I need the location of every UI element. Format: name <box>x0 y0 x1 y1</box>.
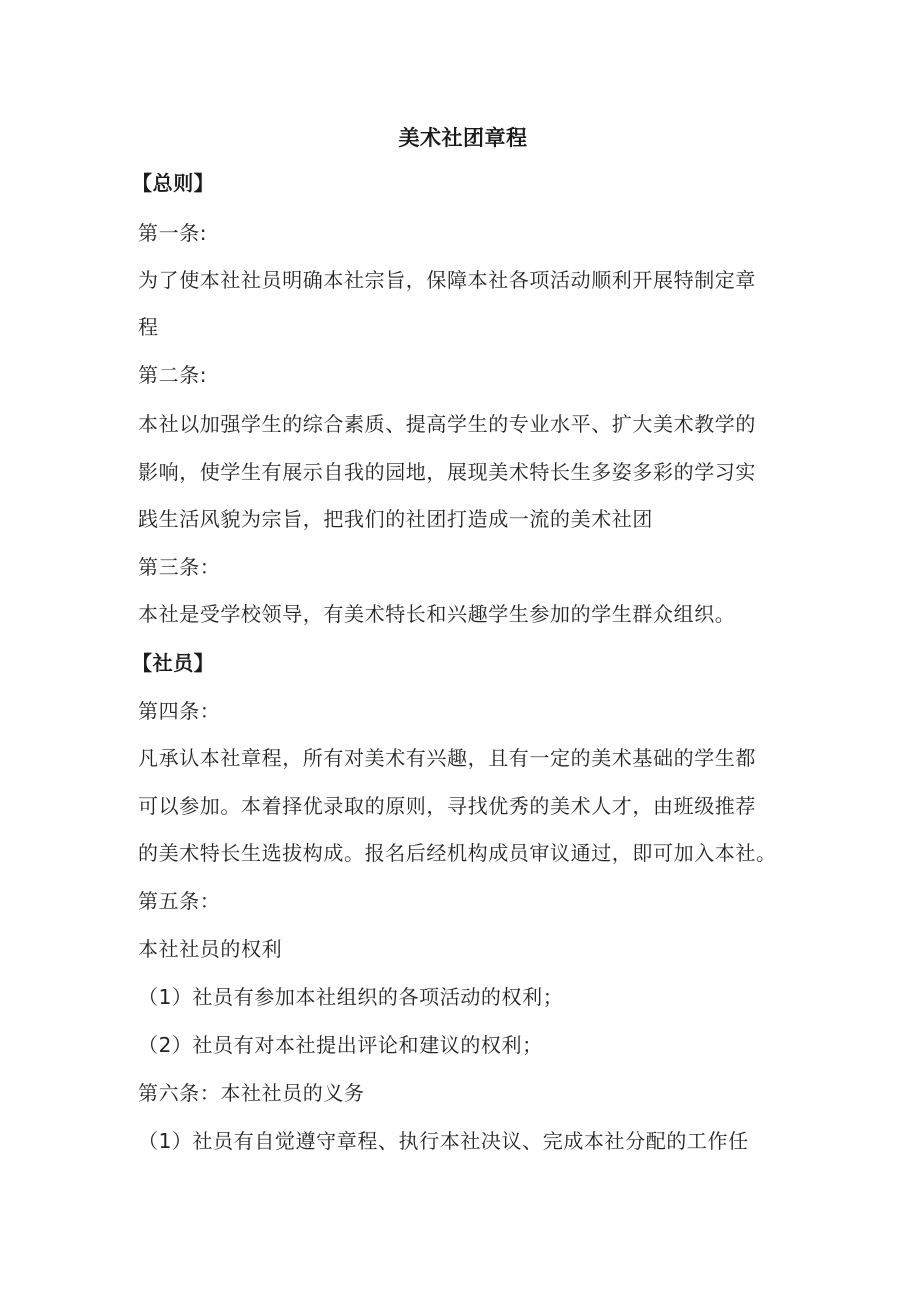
article-2-text-line-1: 本社以加强学生的综合素质、提高学生的专业水平、扩大美术教学的 <box>138 412 756 436</box>
article-5-text-line-1: 本社社员的权利 <box>138 937 283 961</box>
article-3-heading: 第三条： <box>138 555 221 579</box>
document-title: 美术社团章程 <box>398 126 528 150</box>
article-2-text-line-2: 影响，使学生有展示自我的园地，展现美术特长生多姿多彩的学习实 <box>138 460 756 484</box>
article-5-list-item-2: （2）社员有对本社提出评论和建议的权利； <box>138 1033 543 1057</box>
article-5-heading: 第五条： <box>138 889 221 913</box>
article-4-text-line-3: 的美术特长生选拔构成。报名后经机构成员审议通过，即可加入本社。 <box>138 841 777 865</box>
article-1-heading: 第一条: <box>138 221 208 245</box>
article-6-heading: 第六条：本社社员的义务 <box>138 1081 365 1105</box>
article-5-list-item-1: （1）社员有参加本社组织的各项活动的权利； <box>138 985 564 1009</box>
article-6-list-item-1: （1）社员有自觉遵守章程、执行本社决议、完成本社分配的工作任 <box>138 1129 749 1153</box>
article-4-text-line-1: 凡承认本社章程，所有对美术有兴趣，且有一定的美术基础的学生都 <box>138 746 756 770</box>
article-4-heading: 第四条： <box>138 699 221 723</box>
article-3-text-line-1: 本社是受学校领导，有美术特长和兴趣学生参加的学生群众组织。 <box>138 602 736 626</box>
article-2-text-line-3: 践生活风貌为宗旨，把我们的社团打造成一流的美术社团 <box>138 507 653 531</box>
section-heading-members: 【社员】 <box>132 651 215 675</box>
section-heading-general: 【总则】 <box>132 171 215 195</box>
article-1-text-line-2: 程 <box>138 315 159 339</box>
article-4-text-line-2: 可以参加。本着择优录取的原则，寻找优秀的美术人才，由班级推荐 <box>138 794 756 818</box>
article-2-heading: 第二条: <box>138 363 208 387</box>
article-1-text-line-1: 为了使本社社员明确本社宗旨，保障本社各项活动顺利开展特制定章 <box>138 268 756 292</box>
